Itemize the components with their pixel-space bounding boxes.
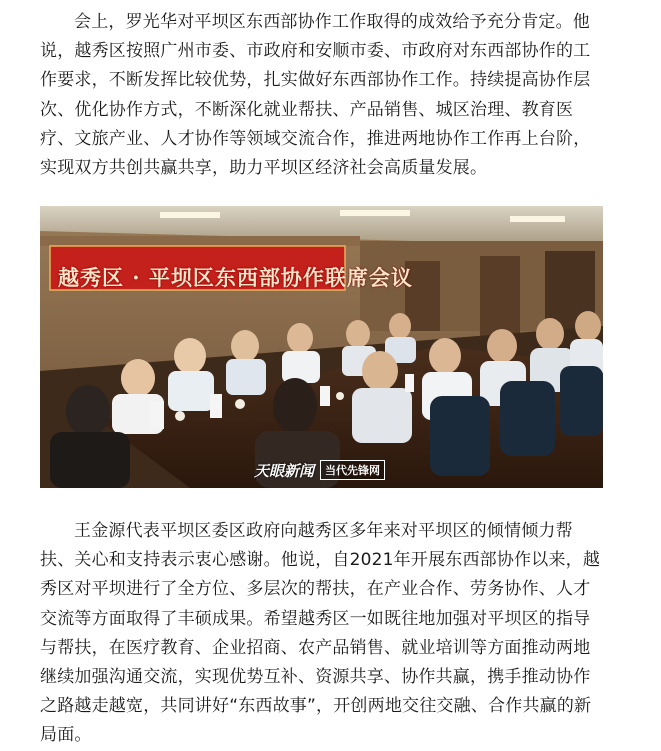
meeting-photo bbox=[40, 206, 603, 488]
watermark-logo: 天眼新闻 bbox=[254, 461, 315, 480]
article-paragraph-1: 会上，罗光华对平坝区东西部协作工作取得的成效给予充分肯定。他说，越秀区按照广州市委、市政府和安顺市委、市政府对东西部协作的工作要求，不断发挥比较优势，扎实做好东西部协作工作。持续提高协作层次、优化协作方式，不断深化就业帮扶、产品销售、城区治理、教育医疗、文旅产业、人才协作等领域交流合作，推进两地协作工作再上台阶，实现双方共创共赢共享，助力平坝区经济社会高质量发展。 bbox=[40, 12, 591, 179]
meeting-scene-graphic bbox=[40, 206, 603, 488]
watermark-site-label: 当代先锋网 bbox=[320, 460, 385, 480]
article-paragraph-2: 王金源代表平坝区委区政府向越秀区多年来对平坝区的倾情倾力帮扶、关心和支持表示衷心感谢。他说，自2021年开展东西部协作以来，越秀区对平坝进行了全方位、多层次的帮扶，在产业合作、劳务协作、人才交流等方面取得了丰硕成果。希望越秀区一如既往地加强对平坝区的指导与帮扶，在医疗教育、企业招商、农产品销售、就业培训等方面推动两地继续加强沟通交流，实现优势互补、资源共享、协作共赢，携手推动协作之路越走越宽，共同讲好“东西故事”，开创两地交往交融、合作共赢的新局面。 bbox=[40, 521, 601, 746]
watermark bbox=[254, 459, 385, 481]
meeting-banner-text: 越秀区 · 平坝区东西部协作联席会议 bbox=[58, 265, 413, 290]
